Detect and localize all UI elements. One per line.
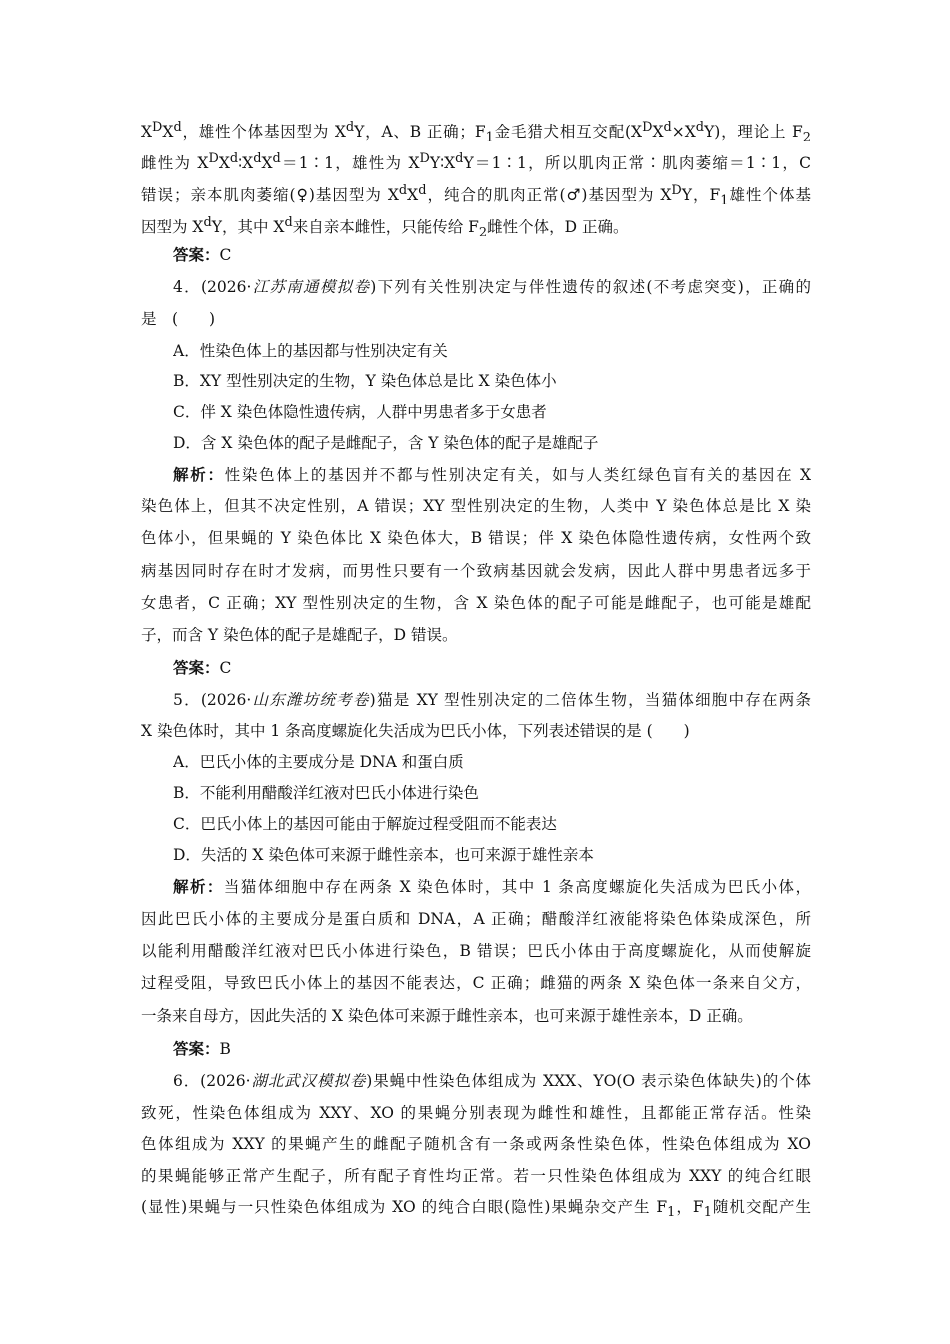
- analysis-line: 解析：当猫体细胞中存在两条 X 染色体时，其中 1 条高度螺旋化失活成为巴氏小体，: [173, 877, 811, 896]
- answer-line: [173, 244, 811, 268]
- text-line: 色体组成为 XXY 的果蝇产生的雌配子随机含有一条或两条性染色体，性染色体组成为 XO: [141, 1135, 811, 1153]
- text-line: (显性)果蝇与一只性染色体组成为 XO 的纯合白眼(隐性)果蝇杂交产生 $F_1$，$F_1$随机交配产生: [141, 1198, 811, 1220]
- answer-label: 答案：: [173, 1039, 220, 1058]
- option-a: A．巴氏小体的主要成分是 DNA 和蛋白质: [173, 753, 464, 771]
- question-6-stem: 6．(2026·湖北武汉模拟卷)果蝇中性染色体组成为 XXX、YO(O 表示染色体缺失)的个体: [173, 1072, 811, 1090]
- text-line: 一条来自母方，因此失活的 X 染色体可来源于雌性亲本，也可来源于雄性亲本，D 正确。: [141, 1007, 753, 1025]
- option-d: D．含 X 染色体的配子是雌配子，含 Y 染色体的配子是雄配子: [173, 434, 599, 452]
- answer-value: C: [219, 659, 232, 677]
- text-line: 雌性为 $X^DX^d∶X^dX^d=1∶1$，雄性为 $X^DY∶X^dY=1∶1$，所以肌肉正常∶肌肉萎缩＝1∶1，C: [141, 151, 811, 172]
- text-line: 子，而含 Y 染色体的配子是雄配子，D 错误。: [141, 626, 458, 644]
- option-c: C．伴 X 染色体隐性遗传病，人群中男患者多于女患者: [173, 403, 547, 421]
- answer-line: [173, 657, 811, 681]
- text-line: 因此巴氏小体的主要成分是蛋白质和 DNA，A 正确；醋酸洋红液能将染色体染成深色，所: [141, 910, 811, 928]
- text-line: 错误；亲本肌肉萎缩(♀)基因型为 $X^dX^d$，纯合的肌肉正常(♂)基因型为 $X^DY$，$F_1$雄性个体基: [141, 183, 811, 204]
- analysis-label: 解析：: [173, 877, 224, 896]
- question-5-stem: 5．(2026·山东潍坊统考卷)猫是 XY 型性别决定的二倍体生物，当猫体细胞中存在两条: [173, 691, 811, 709]
- text-line: 女患者，C 正确；XY 型性别决定的生物，含 X 染色体的配子可能是雌配子，也可能是雄配: [141, 594, 811, 612]
- text-line: 色体小，但果蝇的 Y 染色体比 X 染色体大，B 错误；伴 X 染色体隐性遗传病，女性两个致: [141, 529, 811, 547]
- question-source: 湖北武汉模拟卷: [250, 1072, 367, 1090]
- option-c: C．巴氏小体上的基因可能由于解旋过程受阻而不能表达: [173, 815, 557, 833]
- analysis-label: 解析：: [173, 465, 225, 484]
- text-line: 过程受阻，导致巴氏小体上的基因不能表达，C 正确；雌猫的两条 X 染色体一条来自父方，: [141, 974, 811, 992]
- answer-line: [173, 1038, 811, 1062]
- text-line: 是 ( ): [141, 310, 216, 328]
- text-line: 致死，性染色体组成为 XXY、XO 的果蝇分别表现为雌性和雄性，且都能正常存活。性染: [141, 1104, 811, 1122]
- question-4-stem: 4．(2026·江苏南通模拟卷)下列有关性别决定与伴性遗传的叙述(不考虑突变)，正确的: [173, 278, 811, 296]
- text-line: 因型为 $X^dY$，其中 $X^d$来自亲本雌性，只能传给 $F_2$雌性个体，D 正确。: [141, 215, 629, 236]
- text-line: 以能利用醋酸洋红液对巴氏小体进行染色，B 错误；巴氏小体由于高度螺旋化，从而使解旋: [141, 942, 811, 960]
- option-a: A．性染色体上的基因都与性别决定有关: [173, 342, 448, 360]
- text-line: X 染色体时，其中 1 条高度螺旋化失活成为巴氏小体，下列表述错误的是 ( ): [141, 722, 690, 740]
- answer-value: C: [219, 246, 232, 264]
- analysis-line: 解析：性染色体上的基因并不都与性别决定有关，如与人类红绿色盲有关的基因在 X: [173, 465, 811, 484]
- answer-value: B: [219, 1040, 231, 1058]
- question-source: 山东潍坊统考卷: [251, 691, 370, 709]
- text-line: $X^DX^d$，雄性个体基因型为 $X^dY$，A、B 正确；$F_1$金毛猎犬相互交配$(X^DX^d\times X^dY)$，理论上 $F_2$: [141, 120, 811, 141]
- answer-label: 答案：: [173, 658, 220, 677]
- text-line: 的果蝇能够正常产生配子，所有配子育性均正常。若一只性染色体组成为 XXY 的纯合红眼: [141, 1167, 811, 1185]
- option-b: B．XY 型性别决定的生物，Y 染色体总是比 X 染色体小: [173, 372, 557, 390]
- option-d: D．失活的 X 染色体可来源于雌性亲本，也可来源于雄性亲本: [173, 846, 594, 864]
- answer-label: 答案：: [173, 245, 220, 264]
- option-b: B．不能利用醋酸洋红液对巴氏小体进行染色: [173, 784, 479, 802]
- question-source: 江苏南通模拟卷: [251, 278, 371, 296]
- text-line: 病基因同时存在时才发病，而男性只要有一个致病基因就会发病，因此人群中男患者远多于: [141, 562, 811, 580]
- text-line: 染色体上，但其不决定性别，A 错误；XY 型性别决定的生物，人类中 Y 染色体总是比 X 染: [141, 497, 811, 515]
